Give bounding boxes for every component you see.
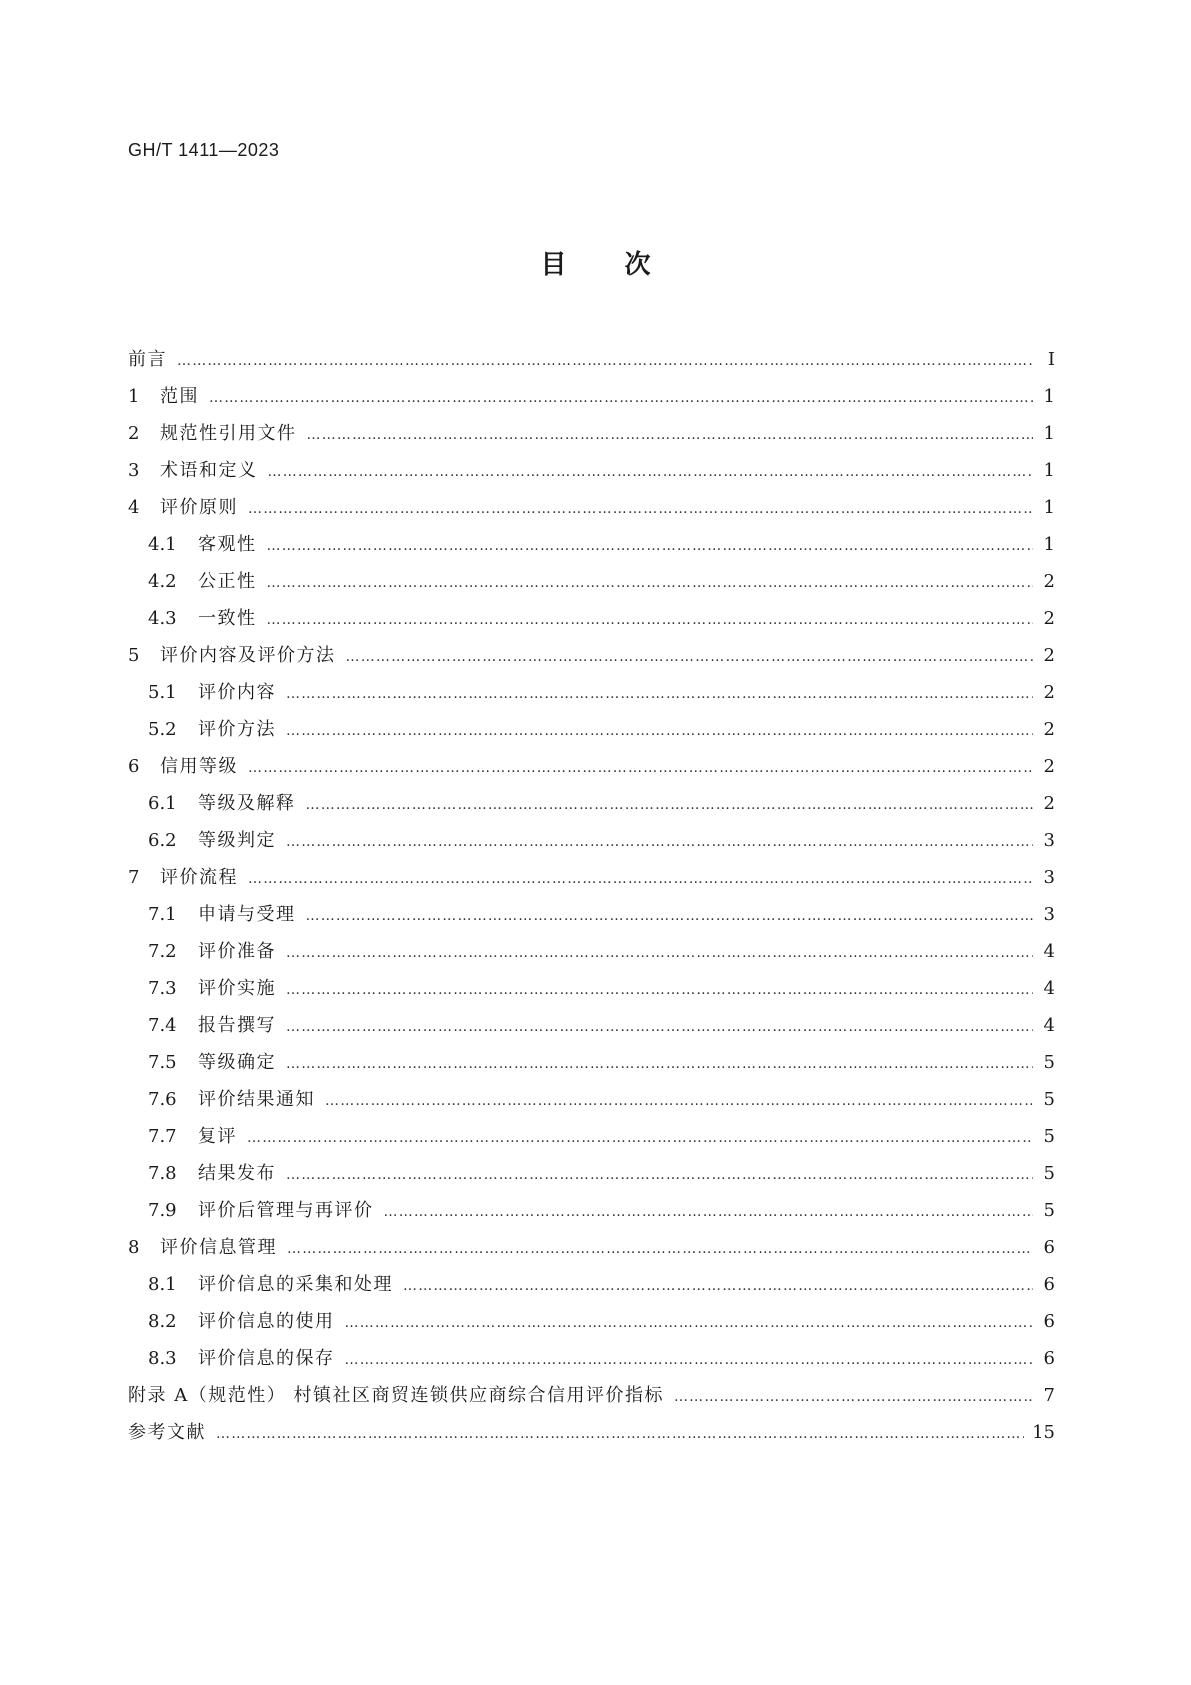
toc-entry[interactable] <box>128 933 1055 970</box>
toc-entry[interactable] <box>128 896 1055 933</box>
toc-entry-page: 2 <box>1043 645 1055 666</box>
toc-entry-label: 范围 <box>160 386 199 407</box>
toc-entry-page: 2 <box>1043 571 1055 592</box>
toc-entry-number: 7.7 <box>148 1126 177 1147</box>
toc-entry[interactable] <box>128 859 1055 896</box>
toc-entry-page: 6 <box>1043 1311 1055 1332</box>
toc-entry-label: 评价方法 <box>198 719 276 740</box>
toc-entry-number: 7.8 <box>148 1163 177 1184</box>
toc-entry[interactable] <box>128 563 1055 600</box>
toc-entry-label: 前言 <box>128 349 167 370</box>
toc-entry-number: 6 <box>128 756 140 777</box>
toc-leader-dots <box>286 972 1033 1009</box>
toc-entry-number: 4 <box>128 497 140 518</box>
toc-entry-label: 评价后管理与再评价 <box>198 1200 374 1221</box>
toc-entry-label: 等级判定 <box>198 830 276 851</box>
toc-entry-number: 7 <box>128 867 140 888</box>
toc-entry[interactable] <box>128 1266 1055 1303</box>
toc-entry-label: 评价信息管理 <box>160 1237 277 1258</box>
toc-entry-label: 评价准备 <box>198 941 276 962</box>
toc-leader-dots <box>267 565 1034 602</box>
toc-title <box>0 244 1191 281</box>
toc-entry[interactable] <box>128 1303 1055 1340</box>
toc-entry-page: 1 <box>1043 386 1055 407</box>
toc-entry-label: 术语和定义 <box>160 460 258 481</box>
toc-leader-dots <box>325 1083 1033 1120</box>
toc-leader-dots <box>286 1009 1033 1046</box>
toc-entry-label: 报告撰写 <box>198 1015 276 1036</box>
toc-entry[interactable] <box>128 1340 1055 1377</box>
toc-entry[interactable] <box>128 1229 1055 1266</box>
toc-entry-label: 信用等级 <box>160 756 238 777</box>
toc-leader-dots <box>286 935 1033 972</box>
toc-entry[interactable] <box>128 1081 1055 1118</box>
toc-entry-page: 2 <box>1043 756 1055 777</box>
toc-entry-label: 复评 <box>198 1126 237 1147</box>
toc-entry-page: 5 <box>1043 1052 1055 1073</box>
toc-entry-number: 7.1 <box>148 904 177 925</box>
toc-entry[interactable] <box>128 1007 1055 1044</box>
toc-entry-label: 等级及解释 <box>198 793 296 814</box>
toc-entry-page: 2 <box>1043 719 1055 740</box>
toc-entry-label: 参考文献 <box>128 1422 206 1443</box>
toc-entry-label: 公正性 <box>198 571 257 592</box>
toc-entry-number: 7.3 <box>148 978 177 999</box>
toc-entry[interactable] <box>128 970 1055 1007</box>
toc-entry-page: 6 <box>1043 1348 1055 1369</box>
toc-entry[interactable] <box>128 1155 1055 1192</box>
toc-leader-dots <box>248 491 1033 528</box>
toc-entry-number: 8 <box>128 1237 140 1258</box>
toc-entry-page: 5 <box>1043 1126 1055 1147</box>
toc-entry-label: 评价内容 <box>198 682 276 703</box>
toc-entry[interactable] <box>128 600 1055 637</box>
toc-leader-dots <box>216 1416 1024 1453</box>
toc-entry-number: 5.1 <box>148 682 177 703</box>
toc-entry[interactable] <box>128 341 1055 378</box>
toc-entry-number: 8.1 <box>148 1274 177 1295</box>
toc-entry[interactable] <box>128 489 1055 526</box>
toc-entry-label: 评价原则 <box>160 497 238 518</box>
toc-entry-number: 6.1 <box>148 793 177 814</box>
toc-entry-number: 2 <box>128 423 140 444</box>
toc-leader-dots <box>286 824 1033 861</box>
toc-entry-page: 7 <box>1043 1385 1055 1406</box>
toc-entry-label: 规范性引用文件 <box>160 423 297 444</box>
toc-leader-dots <box>267 528 1034 565</box>
toc-leader-dots <box>306 787 1034 824</box>
toc-entry[interactable] <box>128 1414 1055 1451</box>
toc-leader-dots <box>306 898 1034 935</box>
toc-leader-dots <box>287 1231 1033 1268</box>
table-of-contents <box>128 341 1055 1451</box>
toc-leader-dots <box>267 602 1034 639</box>
toc-leader-dots <box>286 1157 1033 1194</box>
toc-entry-number: 1 <box>128 386 140 407</box>
toc-entry[interactable] <box>128 1044 1055 1081</box>
toc-entry-label: 客观性 <box>198 534 257 555</box>
toc-leader-dots <box>286 676 1033 713</box>
toc-entry[interactable] <box>128 674 1055 711</box>
toc-entry-label: 申请与受理 <box>198 904 296 925</box>
toc-entry-label: 附录 A（规范性） 村镇社区商贸连锁供应商综合信用评价指标 <box>128 1385 664 1406</box>
toc-entry-label: 评价内容及评价方法 <box>160 645 336 666</box>
toc-entry-label: 评价实施 <box>198 978 276 999</box>
toc-entry[interactable] <box>128 415 1055 452</box>
toc-entry-page: 4 <box>1043 978 1055 999</box>
toc-leader-dots <box>346 639 1034 676</box>
toc-entry-number: 8.2 <box>148 1311 177 1332</box>
toc-entry-number: 4.1 <box>148 534 177 555</box>
toc-entry-page: 5 <box>1043 1200 1055 1221</box>
toc-entry[interactable] <box>128 1192 1055 1229</box>
toc-entry-label: 结果发布 <box>198 1163 276 1184</box>
toc-leader-dots <box>177 343 1033 380</box>
toc-entry-label: 一致性 <box>198 608 257 629</box>
toc-entry-number: 7.4 <box>148 1015 177 1036</box>
toc-leader-dots <box>268 454 1034 491</box>
toc-entry-page: 1 <box>1043 423 1055 444</box>
toc-entry-number: 7.9 <box>148 1200 177 1221</box>
toc-entry[interactable] <box>128 1377 1055 1414</box>
toc-entry-page: 4 <box>1043 941 1055 962</box>
toc-entry-page: 1 <box>1043 534 1055 555</box>
toc-entry[interactable] <box>128 1118 1055 1155</box>
document-code: GH/T 1411—2023 <box>128 140 280 160</box>
toc-entry[interactable] <box>128 748 1055 785</box>
toc-leader-dots <box>307 417 1034 454</box>
toc-entry-page: 5 <box>1043 1089 1055 1110</box>
toc-entry[interactable] <box>128 526 1055 563</box>
toc-entry-label: 评价结果通知 <box>198 1089 315 1110</box>
toc-entry-number: 5 <box>128 645 140 666</box>
toc-entry-number: 3 <box>128 460 140 481</box>
toc-leader-dots <box>345 1342 1034 1379</box>
toc-entry-number: 7.6 <box>148 1089 177 1110</box>
toc-entry-number: 5.2 <box>148 719 177 740</box>
toc-entry-number: 4.3 <box>148 608 177 629</box>
toc-leader-dots <box>286 713 1033 750</box>
toc-entry-label: 评价流程 <box>160 867 238 888</box>
toc-entry-label: 评价信息的采集和处理 <box>198 1274 393 1295</box>
toc-entry-page: 2 <box>1043 793 1055 814</box>
toc-entry-page: 4 <box>1043 1015 1055 1036</box>
toc-leader-dots <box>403 1268 1033 1305</box>
toc-entry-label: 评价信息的使用 <box>198 1311 335 1332</box>
toc-entry-page: 1 <box>1043 460 1055 481</box>
toc-entry-label: 评价信息的保存 <box>198 1348 335 1369</box>
toc-entry-page: 6 <box>1043 1237 1055 1258</box>
toc-entry[interactable] <box>128 785 1055 822</box>
toc-leader-dots <box>248 861 1033 898</box>
toc-leader-dots <box>345 1305 1034 1342</box>
toc-entry-page: 3 <box>1043 867 1055 888</box>
toc-leader-dots <box>248 750 1033 787</box>
toc-entry-number: 7.5 <box>148 1052 177 1073</box>
toc-entry-number: 7.2 <box>148 941 177 962</box>
toc-entry[interactable] <box>128 711 1055 748</box>
toc-leader-dots <box>286 1046 1033 1083</box>
toc-entry-page: Ⅰ <box>1047 349 1055 370</box>
toc-entry[interactable] <box>128 637 1055 674</box>
toc-entry[interactable] <box>128 452 1055 489</box>
toc-leader-dots <box>384 1194 1034 1231</box>
toc-title-char-1: 目 <box>540 250 567 280</box>
toc-entry[interactable] <box>128 378 1055 415</box>
toc-leader-dots <box>209 380 1033 417</box>
toc-entry-page: 2 <box>1043 682 1055 703</box>
toc-entry[interactable] <box>128 822 1055 859</box>
toc-entry-page: 3 <box>1043 904 1055 925</box>
toc-entry-number: 4.2 <box>148 571 177 592</box>
toc-entry-page: 1 <box>1043 497 1055 518</box>
toc-leader-dots <box>674 1379 1033 1416</box>
toc-entry-page: 2 <box>1043 608 1055 629</box>
toc-leader-dots <box>247 1120 1033 1157</box>
toc-entry-label: 等级确定 <box>198 1052 276 1073</box>
toc-title-char-2: 次 <box>624 250 651 280</box>
toc-entry-number: 8.3 <box>148 1348 177 1369</box>
toc-entry-number: 6.2 <box>148 830 177 851</box>
toc-entry-page: 6 <box>1043 1274 1055 1295</box>
toc-entry-page: 5 <box>1043 1163 1055 1184</box>
toc-entry-page: 15 <box>1032 1422 1055 1443</box>
toc-entry-page: 3 <box>1043 830 1055 851</box>
